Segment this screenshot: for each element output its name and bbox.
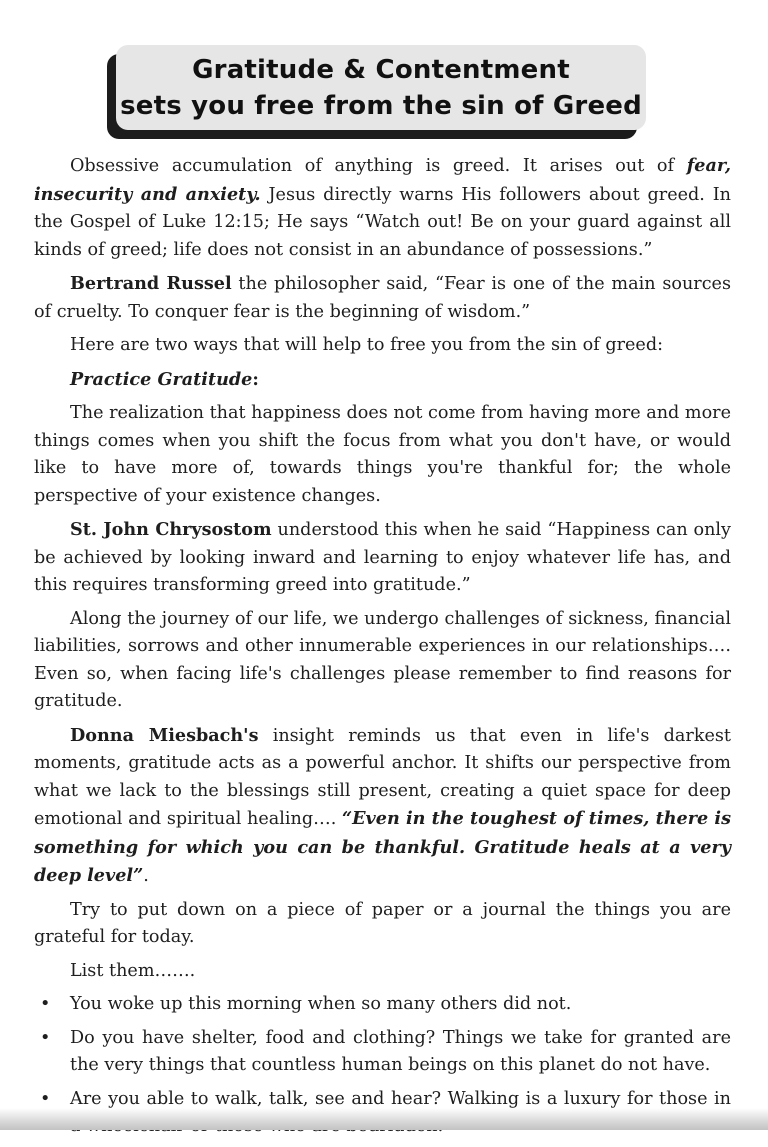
paragraph-realization: The realization that happiness does not come from having more and more things comes when you shift the focus from what you don't have, or would like to have more of, towards things you're thankful for; the whole perspective of your existence changes.	[34, 403, 731, 506]
miesbach-end: .	[143, 866, 149, 886]
paragraph-intro-rest: Jesus directly warns His followers about greed. In the Gospel of Luke 12:15; He says “Watch out! Be on your guard against all kinds of greed; life does not consist in an abundance of possessions.”	[34, 184, 731, 260]
paragraph-miesbach	[34, 722, 731, 891]
page-footer-strip	[0, 1108, 768, 1130]
miesbach-quote: “Even in the toughest of times, there is something for which you can be thankful. Gratitude heals at a very deep level”	[34, 808, 731, 886]
paragraph-chrysostom	[34, 516, 731, 600]
paragraph-journey: Along the journey of our life, we undergo challenges of sickness, financial liabilities, sorrows and other innumerable experiences in our relationships…. Even so, when facing life's challenges please remember to find reasons for gratitude.	[34, 608, 731, 711]
list-item	[34, 1025, 731, 1080]
author-chrysostom: St. John Chrysostom	[70, 519, 272, 540]
list-item-text: Are you able to walk, talk, see and hear? Walking is a luxury for those in	[70, 1088, 731, 1109]
list-item-text: You woke up this morning when so many others did not.	[70, 994, 572, 1014]
miesbach-text: insight reminds us that even in life's darkest moments, gratitude acts as a powerful anchor. It shifts our perspective from what we lack to the blessings still present, creating a quiet space for deep emotional and spiritual healing….	[34, 725, 731, 829]
paragraph-list-intro: List them…….	[70, 960, 196, 981]
paragraph-russel	[34, 270, 731, 326]
section-heading-gratitude	[34, 366, 731, 395]
emphasis-fear: fear, insecurity and anxiety.	[34, 155, 731, 205]
list-item-text: Do you have shelter, food and clothing? Things we take for granted are the very things that countless human beings on this planet do not have.	[70, 1027, 731, 1075]
bullet-icon: •	[40, 994, 51, 1014]
paragraph-intro	[34, 152, 731, 264]
list-item	[34, 991, 731, 1019]
author-miesbach: Donna Miesbach's	[70, 724, 259, 746]
heading-colon: :	[252, 368, 259, 390]
paragraph-intro-text: Obsessive accumulation of anything is greed. It arises out of	[70, 156, 687, 176]
title-banner	[116, 45, 646, 130]
chrysostom-quote: understood this when he said “Happiness can only be achieved by looking inward and learning to enjoy whatever life has, and this requires transforming greed into gratitude.”	[34, 520, 731, 595]
title-line-1: Gratitude & Contentment	[192, 54, 570, 85]
title-line-2: sets you free from the sin of Greed	[120, 90, 642, 121]
heading-text: Practice Gratitude	[70, 368, 253, 390]
bullet-icon: •	[40, 1027, 51, 1048]
article-body	[34, 152, 731, 1147]
author-russel: Bertrand Russel	[70, 273, 232, 294]
paragraph-two-ways: Here are two ways that will help to free you from the sin of greed:	[70, 335, 664, 355]
russel-quote: the philosopher said, “Fear is one of the main sources of cruelty. To conquer fear is the beginning of wisdom.”	[34, 274, 731, 322]
bullet-icon: •	[40, 1088, 51, 1109]
paragraph-journal: Try to put down on a piece of paper or a journal the things you are grateful for today.	[34, 899, 731, 947]
